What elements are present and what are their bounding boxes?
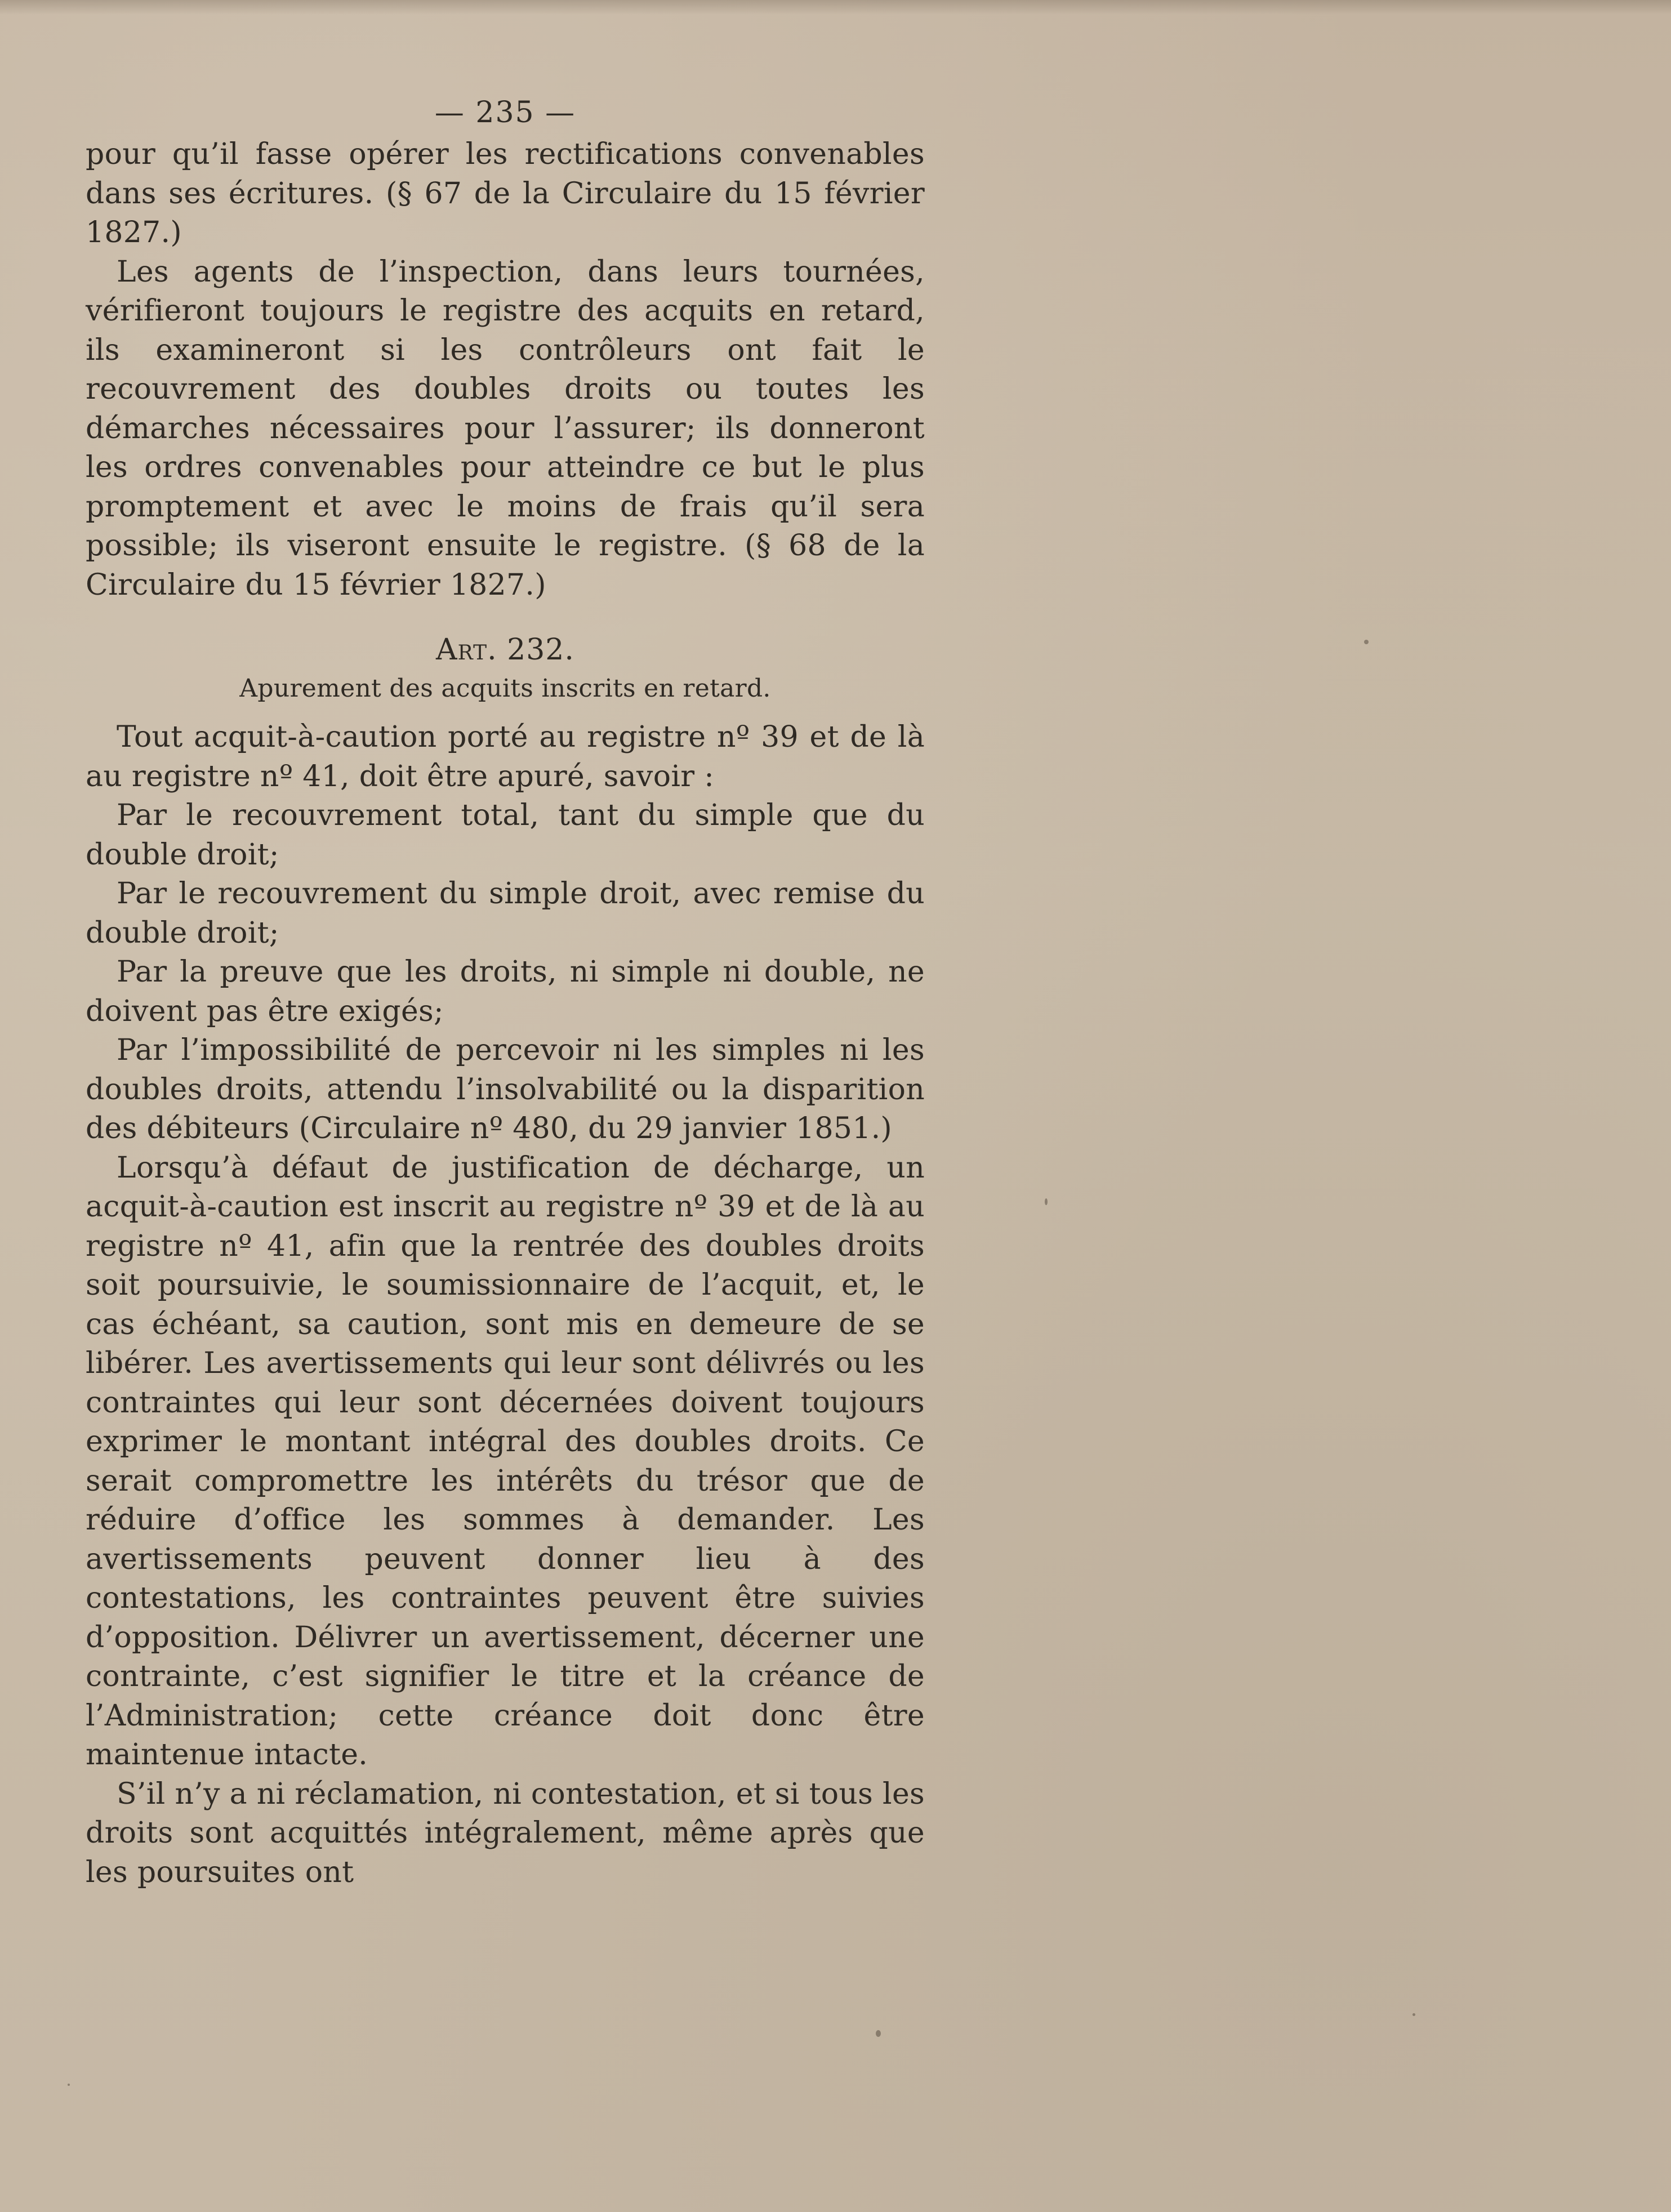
paragraph: Lorsqu’à défaut de justification de décharge, un acquit-à-caution est inscrit au registre nº 39 et de là au registre nº 41, afin que la rentrée des doubles droits soit poursuivie, le soumissionnaire de l’acquit, et, le cas échéant, sa caution, sont mis en demeure de se libérer. Les avertissements qui leur sont délivrés ou les contraintes qui leur sont décernées doivent toujours exprimer le montant intégral des doubles droits. Ce serait compromettre les intérêts du trésor que de réduire d’office les sommes à demander. Les avertissements peuvent donner lieu à des contestations, les contraintes peuvent être suivies d’opposition. Délivrer un avertissement, décerner une contrainte, c’est signifier le titre et la créance de l’Administration; cette créance doit donc être maintenue intacte. (86, 1150, 925, 1772)
paper-speck (68, 2084, 70, 2086)
paragraph: Par le recouvrement total, tant du simple que du double droit; (86, 799, 925, 872)
page-number: — 235 — (434, 96, 576, 130)
paragraph: Les agents de l’inspection, dans leurs tournées, vérifieront toujours le registre des acquits en retard, ils examineront si les contrôleurs ont fait le recouvrement des doubles droits ou toutes les démarches nécessaires pour l’assurer; ils donneront les ordres convenables pour atteindre ce but le plus promptement et avec le moins de frais qu’il sera possible; ils viseront ensuite le registre. (§ 68 de la Circulaire du 15 février 1827.) (86, 255, 925, 602)
paper-speck (876, 2030, 881, 2037)
paragraph: Par le recouvrement du simple droit, avec remise du double droit; (86, 877, 925, 950)
paragraph: Par la preuve que les droits, ni simple ni double, ne doivent pas être exigés; (86, 955, 925, 1028)
article-heading-text: Art. 232. (436, 633, 574, 667)
paragraph: Par l’impossibilité de percevoir ni les simples ni les doubles droits, attendu l’insolvabilité ou la disparition des débiteurs (Circulaire nº 480, du 29 janvier 1851.) (86, 1033, 925, 1145)
paper-speck (1364, 640, 1369, 644)
article-subtitle: Apurement des acquits inscrits en retard. (239, 674, 771, 703)
page-edge-shadow (0, 0, 1671, 15)
article-heading (86, 631, 925, 670)
paper-speck (1045, 1198, 1048, 1205)
text-column (86, 90, 925, 1892)
paragraph-continuation: pour qu’il fasse opérer les rectifications convenables dans ses écritures. (§ 67 de la Circulaire du 15 février 1827.) (86, 137, 925, 249)
paragraph: Tout acquit-à-caution porté au registre nº 39 et de là au registre nº 41, doit être apuré, savoir : (86, 720, 925, 793)
paper-speck (1412, 2013, 1415, 2016)
paragraph: S’il n’y a ni réclamation, ni contestation, et si tous les droits sont acquittés intégralement, même après que les poursuites ont (86, 1777, 925, 1889)
